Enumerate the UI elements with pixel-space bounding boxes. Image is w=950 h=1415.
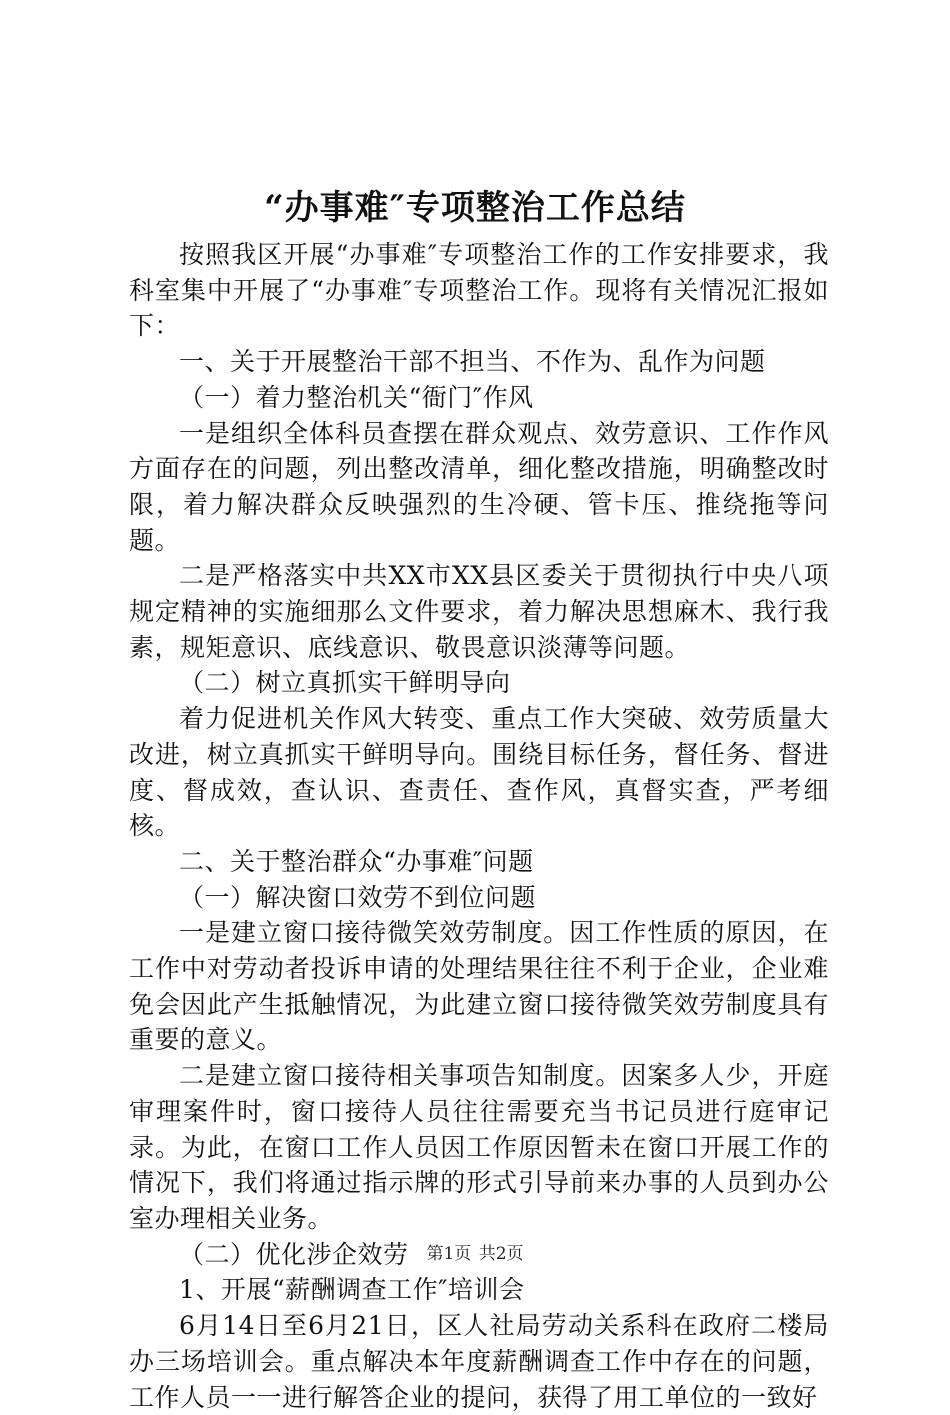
- heading-section-2: 二、关于整治群众“办事难″问题: [179, 846, 534, 876]
- page-number: 第1页: [426, 1244, 472, 1264]
- paragraph-2-1-a: 一是建立窗口接待微笑效劳制度。因工作性质的原因，在工作中对劳动者投诉申请的处理结果往往不利于企业，企业难免会因此产生抵触情况，为此建立窗口接待微笑效劳制度具有重要的意义。: [129, 918, 829, 1055]
- heading-subsection-2-1: （一）解决窗口效劳不到位问题: [179, 882, 537, 912]
- heading-subsection-1-1: （一）着力整治机关“衙门″作风: [179, 382, 534, 412]
- page-footer: [0, 1242, 950, 1266]
- paragraph-2-1-b: 二是建立窗口接待相关事项告知制度。因案多人少，开庭审理案件时，窗口接待人员往往需要充当书记员进行庭审记录。为此，在窗口工作人员因工作原因暂未在窗口开展工作的情况下，我们将通过指示牌的形式引导前来办事的人员到办公室办理相关业务。: [129, 1061, 829, 1233]
- document-title: “办事难″专项整治工作总结: [264, 188, 686, 228]
- paragraph-item-1: 6月14日至6月21日，区人社局劳动关系科在政府二楼局办三场培训会。重点解决本年度薪酬调查工作中存在的问题，工作人员一一进行解答企业的提问，获得了用工单位的一致好: [129, 1311, 829, 1412]
- paragraph-intro: 按照我区开展“办事难″专项整治工作的工作安排要求，我科室集中开展了“办事难″专项整治工作。现将有关情况汇报如下：: [129, 240, 829, 341]
- paragraph-1-2: 着力促进机关作风大转变、重点工作大突破、效劳质量大改进，树立真抓实干鲜明导向。围绕目标任务，督任务、督进度、督成效，查认识、查责任、查作风，真督实查，严考细核。: [129, 704, 829, 841]
- heading-subsection-1-2: （二）树立真抓实干鲜明导向: [179, 668, 511, 698]
- paragraph-1-1-a: 一是组织全体科员查摆在群众观点、效劳意识、工作作风方面存在的问题，列出整改清单，细化整改措施，明确整改时限，着力解决群众反映强烈的生冷硬、管卡压、推绕拖等问题。: [129, 418, 829, 555]
- heading-subsection-2-2: （二）优化涉企效劳: [179, 1239, 409, 1269]
- heading-section-1: 一、关于开展整治干部不担当、不作为、乱作为问题: [179, 347, 766, 377]
- paragraph-1-1-b: 二是严格落实中共XX市XX县区委关于贯彻执行中央八项规定精神的实施细那么文件要求，着力解决思想麻木、我行我素，规矩意识、底线意识、敬畏意识淡薄等问题。: [129, 561, 829, 662]
- document-body: [129, 237, 829, 1415]
- page-total: 共2页: [478, 1244, 524, 1264]
- heading-item-1: 1、开展“薪酬调查工作″培训会: [179, 1275, 525, 1305]
